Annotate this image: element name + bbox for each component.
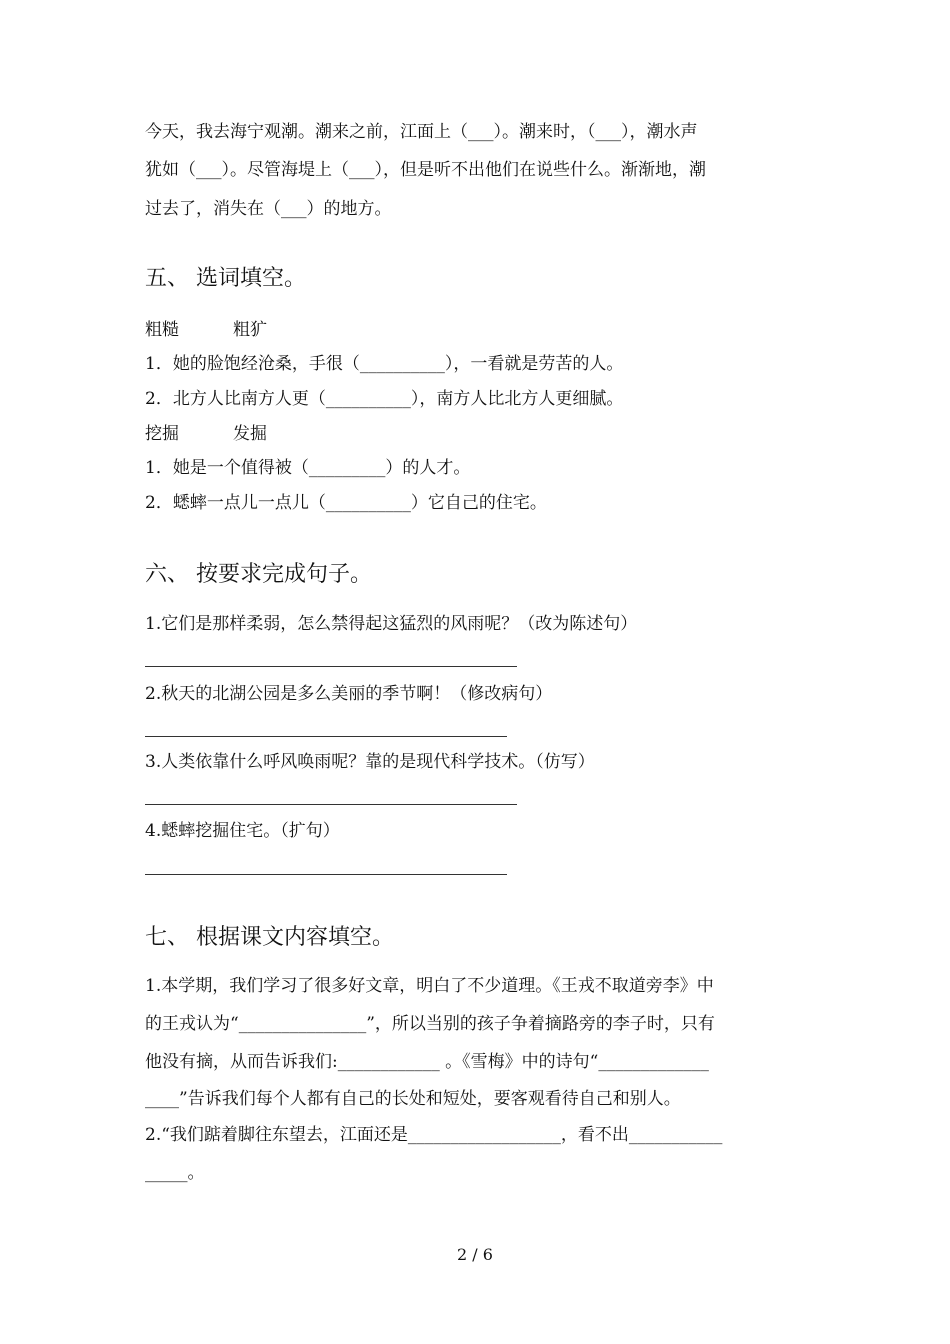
question-6-2: 2.秋天的北湖公园是多么美丽的季节啊！（修改病句） (145, 684, 553, 704)
question-5-1: 1．她的脸饱经沧桑，手很（__________），一看就是劳苦的人。 (145, 354, 624, 374)
section-6-title: 六、 按要求完成句子。 (145, 562, 372, 587)
question-7-line-6: _____。 (145, 1163, 205, 1183)
question-5-4: 2．蟋蟀一点儿一点儿（__________）它自己的住宅。 (145, 493, 547, 513)
question-5-2: 2．北方人比南方人更（__________），南方人比北方人更细腻。 (145, 389, 624, 409)
question-7-line-5: 2.“我们踮着脚往东望去，江面还是__________________，看不出___________ (145, 1125, 723, 1145)
passage-line-2: 犹如（___）。尽管海堤上（___），但是听不出他们在说些什么。渐渐地，潮 (145, 160, 706, 180)
answer-line-6-4[interactable] (145, 874, 507, 875)
question-7-line-4: ____”告诉我们每个人都有自己的长处和短处，要客观看待自己和别人。 (145, 1089, 681, 1109)
question-6-3: 3.人类依靠什么呼风唤雨呢？靠的是现代科学技术。（仿写） (145, 752, 595, 772)
question-7-line-2: 的王戎认为“_______________”，所以当别的孩子争着摘路旁的李子时，只有 (145, 1014, 715, 1034)
answer-line-6-3[interactable] (145, 804, 517, 805)
section-7-title: 七、 根据课文内容填空。 (145, 925, 394, 950)
word-pair-2: 挖掘 发掘 (145, 424, 268, 444)
word-pair-1: 粗糙 粗犷 (145, 320, 268, 340)
question-6-4: 4.蟋蟀挖掘住宅。（扩句） (145, 821, 340, 841)
question-6-1: 1.它们是那样柔弱，怎么禁得起这猛烈的风雨呢？（改为陈述句） (145, 614, 638, 634)
section-5-title: 五、 选词填空。 (145, 266, 306, 291)
passage-line-1: 今天，我去海宁观潮。潮来之前，江面上（___）。潮来时，（___），潮水声 (145, 122, 698, 142)
question-7-line-1: 1.本学期，我们学习了很多好文章，明白了不少道理。《王戎不取道旁李》中 (145, 976, 714, 996)
answer-line-6-2[interactable] (145, 736, 507, 737)
answer-line-6-1[interactable] (145, 666, 517, 667)
question-5-3: 1．她是一个值得被（_________）的人才。 (145, 458, 471, 478)
question-7-line-3: 他没有摘，从而告诉我们:____________ 。《雪梅》中的诗句“_____________ (145, 1052, 709, 1072)
passage-line-3: 过去了，消失在（___）的地方。 (145, 199, 392, 219)
page-number: 2 / 6 (457, 1245, 493, 1264)
